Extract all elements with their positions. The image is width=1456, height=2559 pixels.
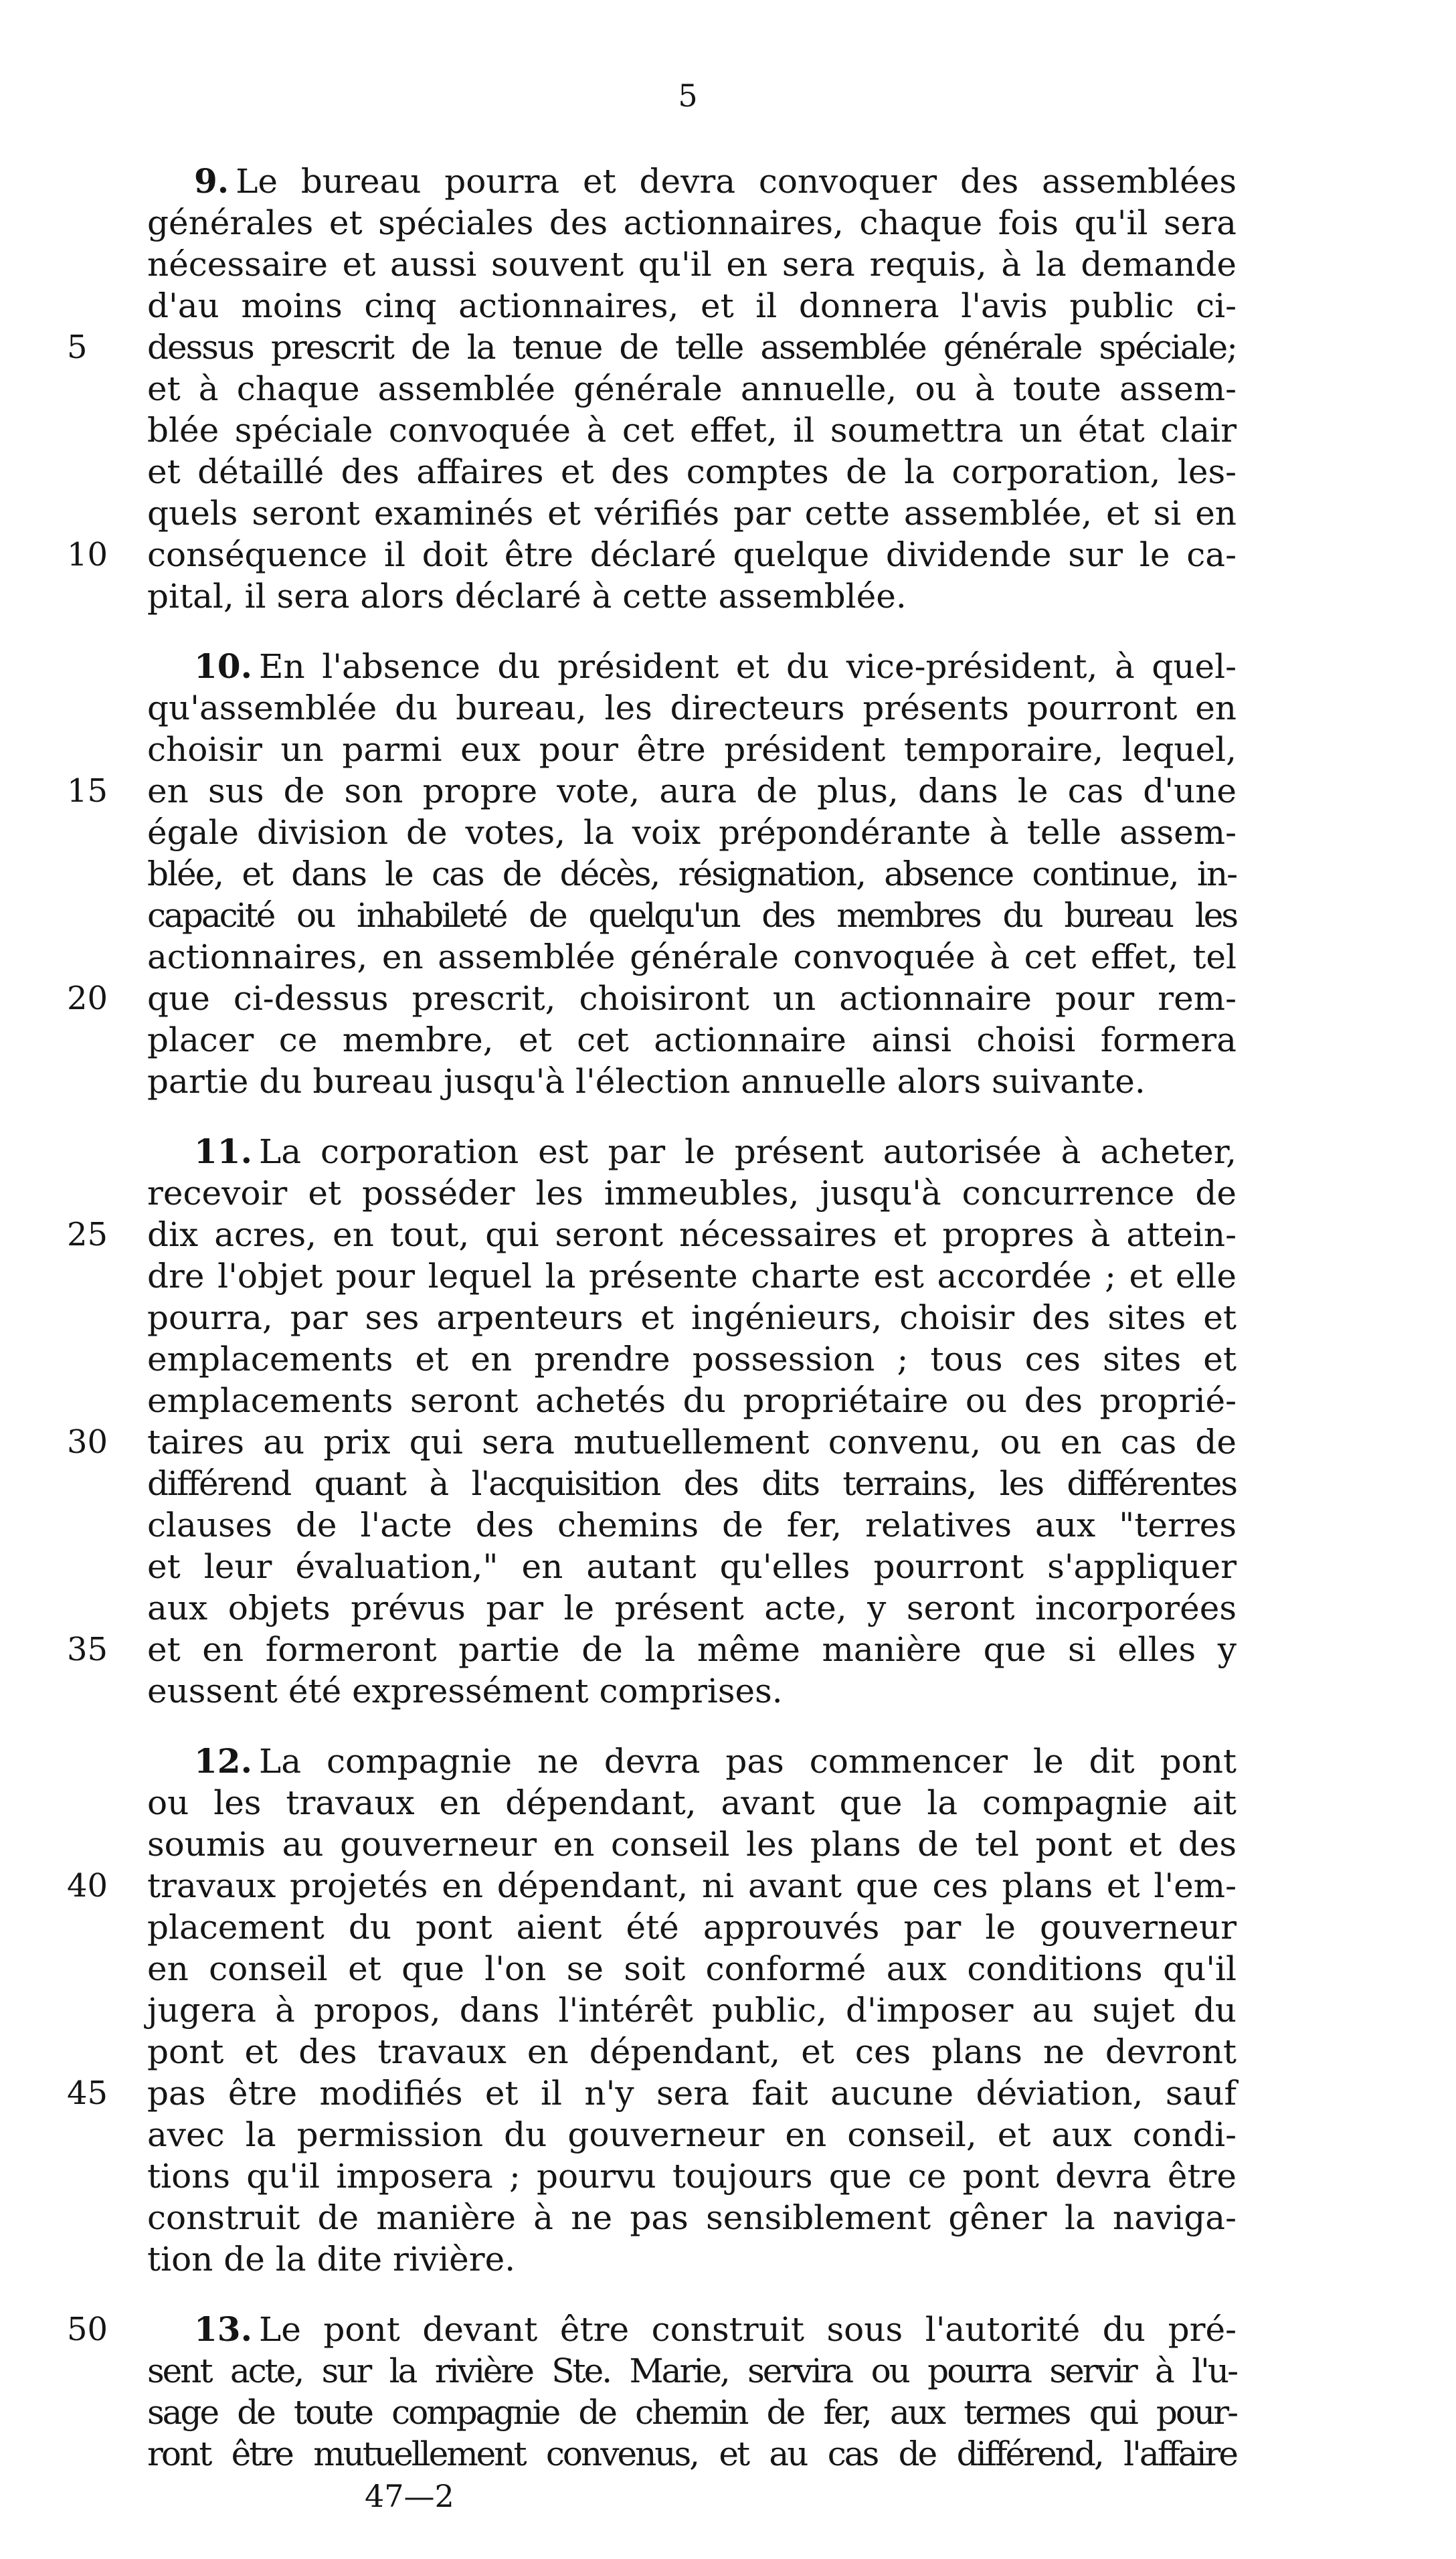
text-line: pourra, par ses arpenteurs et ingénieurs, choisir des sites et [147, 1298, 1237, 1337]
text-line: ront être mutuellement convenus, et au cas de différend, l'affaire [147, 2435, 1237, 2473]
text-line: partie du bureau jusqu'à l'élection annuelle alors suivante. [147, 1062, 1146, 1101]
text-line: 12. La compagnie ne devra pas commencer le dit pont [194, 1741, 1237, 1781]
text-line: que ci-dessus prescrit, choisiront un actionnaire pour rem- [147, 979, 1237, 1018]
text-line: en sus de son propre vote, aura de plus, dans le cas d'une [147, 772, 1237, 810]
text-line: et en formeront partie de la même manière que si elles y [147, 1630, 1237, 1669]
text-line: et détaillé des affaires et des comptes de la corporation, les- [147, 452, 1237, 491]
text-line: construit de manière à ne pas sensiblement gêner la naviga- [147, 2198, 1237, 2237]
text-line: pital, il sera alors déclaré à cette assemblée. [147, 577, 907, 616]
margin-line-number: 5 [67, 329, 88, 366]
text-line: sage de toute compagnie de chemin de fer, aux termes qui pour- [147, 2393, 1237, 2432]
footer-signature: 47—2 [365, 2478, 454, 2514]
text-line: et leur évaluation," en autant qu'elles pourront s'appliquer [147, 1547, 1237, 1586]
section-number: 11. [194, 1132, 252, 1171]
text-line: qu'assemblée du bureau, les directeurs présents pourront en [147, 689, 1237, 727]
text-line: dre l'objet pour lequel la présente charte est accordée ; et elle [147, 1257, 1237, 1296]
text-line: capacité ou inhabileté de quelqu'un des membres du bureau les [147, 896, 1237, 935]
text-line: actionnaires, en assemblée générale convoquée à cet effet, tel [147, 938, 1237, 976]
text-line: en conseil et que l'on se soit conformé aux conditions qu'il [147, 1949, 1237, 1988]
text-line: 11. La corporation est par le présent autorisée à acheter, [194, 1132, 1237, 1171]
section-number: 13. [194, 2309, 252, 2349]
margin-line-number: 50 [67, 2311, 108, 2348]
text-line: sent acte, sur la rivière Ste. Marie, servira ou pourra servir à l'u- [147, 2352, 1237, 2390]
text-line: conséquence il doit être déclaré quelque dividende sur le ca- [147, 535, 1237, 574]
text-line: placer ce membre, et cet actionnaire ainsi choisi formera [147, 1021, 1237, 1059]
text-line: clauses de l'acte des chemins de fer, relatives aux "terres [147, 1506, 1237, 1545]
margin-line-number: 25 [67, 1216, 108, 1253]
text-line: jugera à propos, dans l'intérêt public, d'imposer au sujet du [147, 1991, 1237, 2030]
text-line: ou les travaux en dépendant, avant que la compagnie ait [147, 1783, 1237, 1822]
text-line: 13. Le pont devant être construit sous l'autorité du pré- [194, 2309, 1237, 2349]
text-line: blée spéciale convoquée à cet effet, il soumettra un état clair [147, 411, 1237, 450]
text-line: dessus prescrit de la tenue de telle assemblée générale spéciale; [147, 328, 1237, 367]
margin-line-number: 40 [67, 1867, 108, 1905]
section-number: 9. [194, 161, 230, 201]
text-line: pont et des travaux en dépendant, et ces plans ne devront [147, 2032, 1237, 2071]
margin-line-number: 35 [67, 1631, 108, 1668]
text-line: placement du pont aient été approuvés par le gouverneur [147, 1908, 1237, 1947]
text-line: 9. Le bureau pourra et devra convoquer des assemblées [194, 161, 1237, 201]
text-line: tion de la dite rivière. [147, 2240, 516, 2279]
text-line: et à chaque assemblée générale annuelle, ou à toute assem- [147, 369, 1237, 408]
text-line: travaux projetés en dépendant, ni avant que ces plans et l'em- [147, 1866, 1237, 1905]
text-line: d'au moins cinq actionnaires, et il donnera l'avis public ci- [147, 286, 1237, 325]
text-line: générales et spéciales des actionnaires, chaque fois qu'il sera [147, 203, 1237, 242]
text-line: tions qu'il imposera ; pourvu toujours que ce pont devra être [147, 2157, 1237, 2196]
page-number: 5 [678, 78, 698, 114]
section-number: 12. [194, 1741, 252, 1781]
margin-line-number: 30 [67, 1423, 108, 1461]
text-line: pas être modifiés et il n'y sera fait aucune déviation, sauf [147, 2074, 1237, 2113]
margin-line-number: 15 [67, 772, 108, 810]
text-line: emplacements seront achetés du propriétaire ou des proprié- [147, 1381, 1237, 1420]
text-line: 10. En l'absence du président et du vice-président, à quel- [194, 646, 1237, 686]
margin-line-number: 20 [67, 980, 108, 1017]
text-line: avec la permission du gouverneur en conseil, et aux condi- [147, 2115, 1237, 2154]
text-line: emplacements et en prendre possession ; tous ces sites et [147, 1340, 1237, 1379]
text-line: quels seront examinés et vérifiés par cette assemblée, et si en [147, 494, 1237, 533]
margin-line-number: 45 [67, 2075, 108, 2112]
text-line: blée, et dans le cas de décès, résignation, absence continue, in- [147, 855, 1237, 893]
text-line: soumis au gouverneur en conseil les plans de tel pont et des [147, 1825, 1237, 1864]
text-line: nécessaire et aussi souvent qu'il en sera requis, à la demande [147, 245, 1237, 284]
text-line: aux objets prévus par le présent acte, y seront incorporées [147, 1589, 1237, 1627]
margin-line-number: 10 [67, 536, 108, 573]
text-line: dix acres, en tout, qui seront nécessaires et propres à attein- [147, 1215, 1237, 1254]
text-line: différend quant à l'acquisition des dits terrains, les différentes [147, 1464, 1237, 1503]
text-line: choisir un parmi eux pour être président temporaire, lequel, [147, 730, 1237, 769]
text-line: eussent été expressément comprises. [147, 1672, 783, 1710]
text-line: taires au prix qui sera mutuellement convenu, ou en cas de [147, 1423, 1237, 1462]
text-line: recevoir et posséder les immeubles, jusqu'à concurrence de [147, 1174, 1237, 1213]
text-line: égale division de votes, la voix prépondérante à telle assem- [147, 813, 1237, 852]
section-number: 10. [194, 646, 252, 686]
